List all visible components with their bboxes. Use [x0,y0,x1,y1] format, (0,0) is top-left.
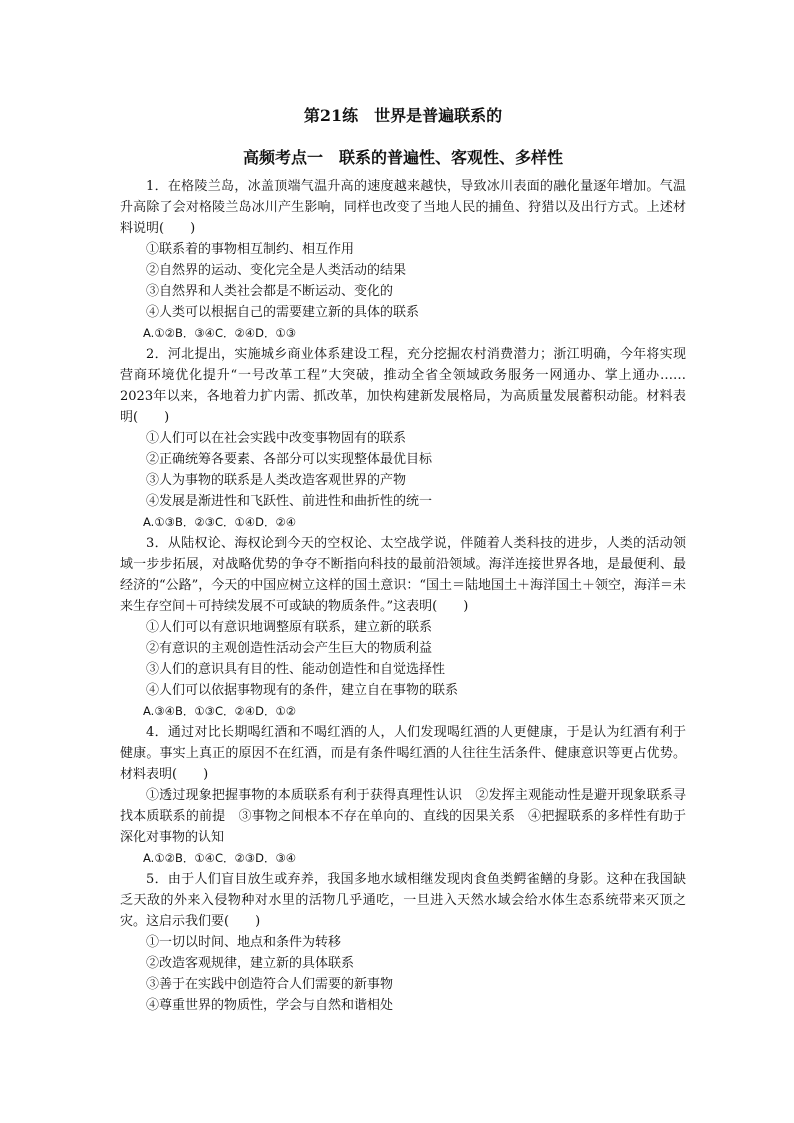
document-page [120,104,686,1016]
question-stem: 5．由于人们盲目放生或弃养，我国多地水域相继发现肉食鱼类鳄雀鳝的身影。这种在我国缺乏天敌的外来入侵物种对水里的活物几乎通吃，一旦进入天然水域会给水体生态系统带来灭顶之灾。这启示我们要( ) [120,872,686,929]
answer-choices: A.①②B．①④C．②③D．③④ [143,851,297,865]
option-1: ①一切以时间、地点和条件为转移 [146,935,342,950]
answer-choices: A.③④B．①③C．②④D．①② [143,704,297,718]
option-3: ③人为事物的联系是人类改造客观世界的产物 [146,473,407,488]
option-3: ③自然界和人类社会都是不断运动、变化的 [146,284,394,299]
question-1 [120,176,686,344]
question-stem: 4．通过对比长期喝红酒和不喝红酒的人，人们发现喝红酒的人更健康，于是认为红酒有利于健康。事实上真正的原因不在红酒，而是有条件喝红酒的人往往生活条件、健康意识等更占优势。材料表明( ) [120,725,686,782]
page-title: 第21练 世界是普遍联系的 [303,106,503,125]
question-5 [120,869,686,1016]
question-4 [120,722,686,869]
option-4: ④人类可以根据自己的需要建立新的具体的联系 [146,305,420,320]
option-2: ②正确统筹各要素、各部分可以实现整体最优目标 [146,452,433,467]
option-3: ③善于在实践中创造符合人们需要的新事物 [146,977,394,992]
option-2: ②改造客观规律，建立新的具体联系 [146,956,355,971]
option-1: ①联系着的事物相互制约、相互作用 [146,242,355,257]
option-1: ①人们可以有意识地调整原有联系，建立新的联系 [146,620,433,635]
section-heading: 高频考点一 联系的普遍性、客观性、多样性 [242,148,563,167]
option-2: ②自然界的运动、变化完全是人类活动的结果 [146,263,407,278]
option-4: ④尊重世界的物质性，学会与自然和谐相处 [146,998,394,1013]
options-inline: ①透过现象把握事物的本质联系有利于获得真理性认识 ②发挥主观能动性是避开现象联系寻找本质联系的前提 ③事物之间根本不存在单向的、直线的因果关系 ④把握联系的多样性有助于深化对事物的认知 [120,788,686,845]
question-stem: 2．河北提出，实施城乡商业体系建设工程，充分挖掘农村消费潜力；浙江明确，今年将实现营商环境优化提升“一号改革工程”大突破，推动全省全领域政务服务一网通办、掌上通办……2023年以来，各地着力扩内需、抓改革，加快构建新发展格局，为高质量发展蓄积动能。材料表明( ) [120,347,686,425]
question-stem: 3．从陆权论、海权论到今天的空权论、太空战学说，伴随着人类科技的进步，人类的活动领域一步步拓展，对战略优势的争夺不断指向科技的最前沿领域。海洋连接世界各地，是最便利、最经济的“公路”，今天的中国应树立这样的国土意识：“国土＝陆地国土＋海洋国土＋领空，海洋＝未来生存空间＋可持续发展不可或缺的物质条件。”这表明( ) [120,536,686,614]
answer-choices: A.①③B．②③C．①④D．②④ [143,515,297,529]
option-4: ④发展是渐进性和飞跃性、前进性和曲折性的统一 [146,494,433,509]
answer-choices: A.①②B．③④C．②④D．①③ [143,326,297,340]
option-3: ③人们的意识具有目的性、能动创造性和自觉选择性 [146,662,446,677]
question-stem: 1．在格陵兰岛，冰盖顶端气温升高的速度越来越快，导致冰川表面的融化量逐年增加。气温升高除了会对格陵兰岛冰川产生影响，同样也改变了当地人民的捕鱼、狩猎以及出行方式。上述材料说明( ) [120,179,686,236]
option-2: ②有意识的主观创造性活动会产生巨大的物质利益 [146,641,433,656]
question-2 [120,344,686,533]
option-4: ④人们可以依据事物现有的条件，建立自在事物的联系 [146,683,459,698]
question-3 [120,533,686,722]
option-1: ①人们可以在社会实践中改变事物固有的联系 [146,431,407,446]
